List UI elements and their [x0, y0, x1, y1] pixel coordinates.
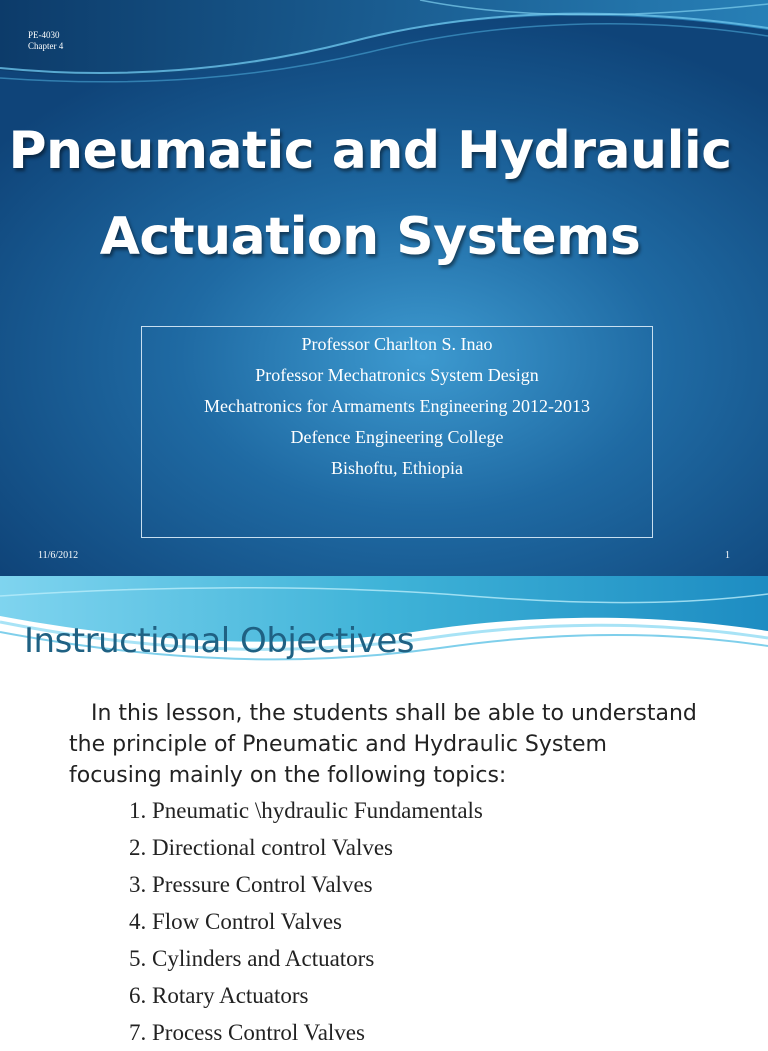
intro-line-3: focusing mainly on the following topics:: [69, 763, 507, 788]
title-line-1: Pneumatic and Hydraulic: [8, 121, 732, 181]
intro-paragraph: [69, 698, 749, 791]
course-code: PE-4030: [28, 30, 60, 40]
intro-line-1: In this lesson, the students shall be able to understand: [91, 701, 697, 726]
slide-heading: Instructional Objectives: [24, 621, 414, 661]
list-item: 1. Pneumatic \hydraulic Fundamentals: [129, 798, 483, 823]
slide-title: [0, 108, 740, 280]
topics-list: [129, 792, 483, 1051]
slide-number: 1: [725, 550, 730, 561]
info-line-name: Professor Charlton S. Inao: [301, 334, 493, 354]
decorative-wave: [0, 0, 768, 100]
list-item: 4. Flow Control Valves: [129, 909, 342, 934]
info-line-role: Professor Mechatronics System Design: [255, 365, 539, 385]
title-line-2: Actuation Systems: [99, 207, 641, 267]
intro-line-2: the principle of Pneumatic and Hydraulic System: [69, 732, 607, 757]
slide-date: 11/6/2012: [38, 550, 79, 561]
info-line-location: Bishoftu, Ethiopia: [331, 458, 463, 478]
list-item: 3. Pressure Control Valves: [129, 872, 373, 897]
objectives-slide: [0, 576, 768, 1045]
info-line-program: Mechatronics for Armaments Engineering 2012-2013: [204, 396, 590, 416]
chapter-label: Chapter 4: [28, 41, 64, 51]
info-line-college: Defence Engineering College: [290, 427, 504, 447]
list-item: 5. Cylinders and Actuators: [129, 946, 375, 971]
author-info-box: [141, 326, 653, 538]
list-item: 7. Process Control Valves: [129, 1020, 365, 1045]
slide-header: [28, 30, 63, 52]
list-item: 2. Directional control Valves: [129, 835, 394, 860]
list-item: 6. Rotary Actuators: [129, 983, 309, 1008]
